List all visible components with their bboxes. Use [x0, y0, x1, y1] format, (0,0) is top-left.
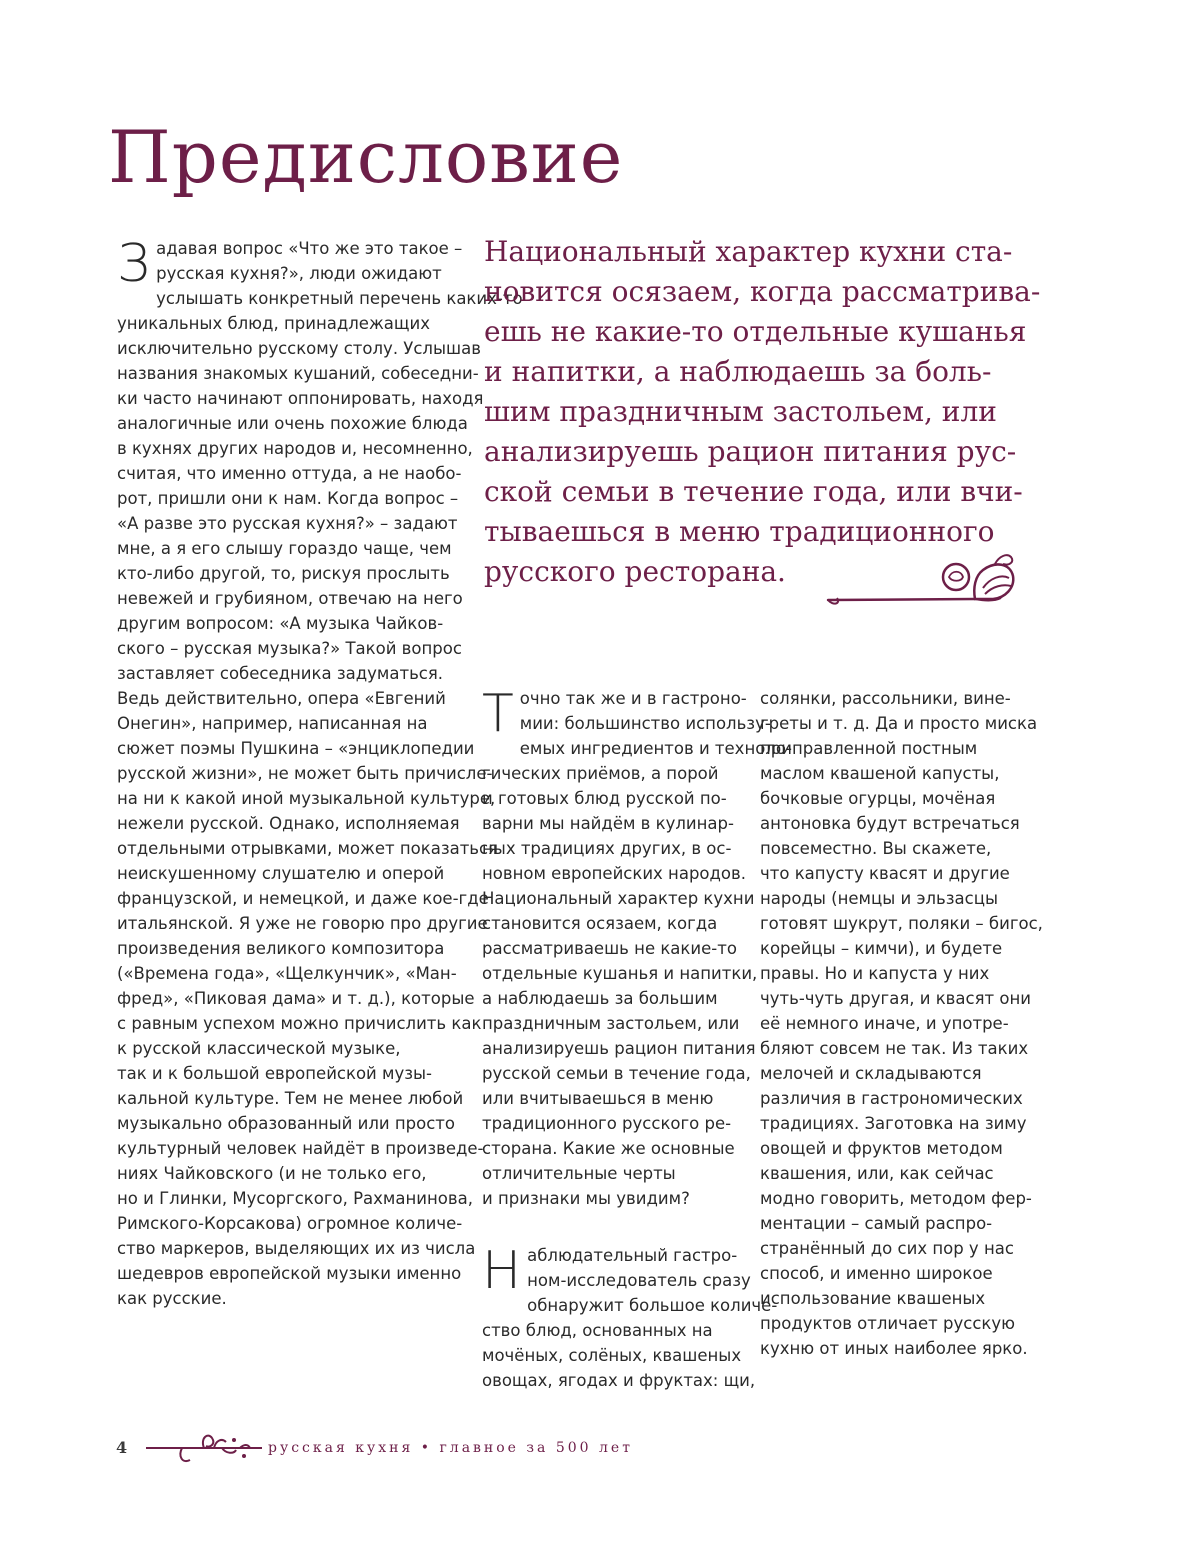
text-line: русского ресторана. — [484, 555, 786, 588]
text-line: шедевров европейской музыки именно — [117, 1264, 462, 1283]
text-line: приправленной постным — [760, 739, 978, 758]
text-line: музыкально образованный или просто — [117, 1114, 455, 1133]
column-right — [760, 686, 1043, 1361]
text-line: адавая вопрос «Что же это такое – — [156, 239, 463, 258]
text-line: Национальный характер кухни ста- — [484, 235, 1013, 268]
text-line: ского – русская музыка?» Такой вопрос — [117, 639, 462, 658]
floral-ornament-icon — [825, 548, 1025, 608]
text-line: итальянской. Я уже не говорю про другие — [117, 914, 488, 933]
text-line: традиционного русского ре- — [482, 1114, 732, 1133]
text-line: ство маркеров, выделяющих их из числа — [117, 1239, 476, 1258]
text-line: анализируешь рацион питания рус- — [484, 435, 1017, 468]
text-line: но и Глинки, Мусоргского, Рахманинова, — [117, 1189, 473, 1208]
text-line: отличительные черты — [482, 1164, 676, 1183]
text-line: готовят шукрут, поляки – бигос, — [760, 914, 1043, 933]
text-line: модно говорить, методом фер- — [760, 1189, 1032, 1208]
text-line: её немного иначе, и употре- — [760, 1014, 1009, 1033]
text-line: и готовых блюд русской по- — [482, 789, 727, 808]
text-line: русская кухня?», люди ожидают — [156, 264, 442, 283]
text-line: мочёных, солёных, квашеных — [482, 1346, 742, 1365]
text-line: варни мы найдём в кулинар- — [482, 814, 734, 833]
text-line: русской жизни», не может быть причисле- — [117, 764, 493, 783]
text-line: новном европейских народов. — [482, 864, 746, 883]
text-line: сюжет поэмы Пушкина – «энциклопедии — [117, 739, 475, 758]
text-line: отдельные кушанья и напитки, — [482, 964, 758, 983]
text-line: «А разве это русская кухня?» – задают — [117, 514, 458, 533]
text-line: антоновка будут встречаться — [760, 814, 1020, 833]
text-line: исключительно русскому столу. Услышав — [117, 339, 481, 358]
middle-paragraph-2 — [482, 1241, 778, 1393]
text-line: аналогичные или очень похожие блюда — [117, 414, 468, 433]
text-line: сторана. Какие же основные — [482, 1139, 735, 1158]
running-head: русская кухня • главное за 500 лет — [268, 1440, 633, 1456]
text-line: кухню от иных наиболее ярко. — [760, 1339, 1028, 1358]
text-line: правы. Но и капуста у них — [760, 964, 990, 983]
right-paragraph — [760, 686, 1043, 1361]
text-line: и признаки мы увидим? — [482, 1189, 690, 1208]
text-line: а наблюдаешь за большим — [482, 989, 718, 1008]
text-line: кальной культуре. Тем не менее любой — [117, 1089, 464, 1108]
text-line: греты и т. д. Да и просто миска — [760, 714, 1038, 733]
footer-flourish-icon — [144, 1426, 264, 1466]
text-line: мелочей и складываются — [760, 1064, 982, 1083]
text-line: емых ингредиентов и техноло- — [519, 739, 792, 758]
text-line: ном-исследователь сразу — [527, 1271, 751, 1290]
text-line: ки часто начинают оппонировать, находя — [117, 389, 484, 408]
text-line: рот, пришли они к нам. Когда вопрос – — [117, 489, 459, 508]
text-line: гических приёмов, а порой — [482, 764, 719, 783]
text-line: бочковые огурцы, мочёная — [760, 789, 996, 808]
text-line: фред», «Пиковая дама» и т. д.), которые — [117, 989, 475, 1008]
column-intro — [117, 234, 523, 1311]
text-line: аблюдательный гастро- — [527, 1246, 738, 1265]
text-line: рассматриваешь не какие-то — [482, 939, 737, 958]
text-line: различия в гастрономических — [760, 1089, 1023, 1108]
text-line: так и к большой европейской музы- — [117, 1064, 432, 1083]
text-line: анализируешь рацион питания — [482, 1039, 756, 1058]
text-line: ниях Чайковского (и не только его, — [117, 1164, 427, 1183]
text-line: ство блюд, основанных на — [482, 1321, 713, 1340]
page-title: Предисловие — [108, 115, 624, 199]
text-line: ешь не какие-то отдельные кушанья — [484, 315, 1027, 348]
text-line: народы (немцы и эльзасцы — [760, 889, 998, 908]
page-number: 4 — [116, 1438, 128, 1457]
drop-cap: Т — [482, 684, 514, 744]
drop-cap: З — [117, 234, 151, 294]
text-line: или вчитываешься в меню — [482, 1089, 714, 1108]
text-line: уникальных блюд, принадлежащих — [117, 314, 430, 333]
text-line: ской семьи в течение года, или вчи- — [484, 475, 1023, 508]
text-line: ментации – самый распро- — [760, 1214, 993, 1233]
text-line: странённый до сих пор у нас — [760, 1239, 1014, 1258]
text-line: праздничным застольем, или — [482, 1014, 740, 1033]
text-line: к русской классической музыке, — [117, 1039, 401, 1058]
text-line: маслом квашеной капусты, — [760, 764, 1000, 783]
text-line: с равным успехом можно причислить как — [117, 1014, 482, 1033]
text-line: продуктов отличает русскую — [760, 1314, 1016, 1333]
text-line: традициях. Заготовка на зиму — [760, 1114, 1027, 1133]
text-line: очно так же и в гастроно- — [519, 689, 747, 708]
text-line: другим вопросом: «А музыка Чайков- — [117, 614, 444, 633]
text-line: становится осязаем, когда — [482, 914, 718, 933]
text-line: обнаружит большое количе- — [527, 1296, 778, 1315]
text-line: Римского-Корсакова) огромное количе- — [117, 1214, 463, 1233]
page-footer — [116, 1434, 716, 1474]
drop-cap: Н — [482, 1241, 522, 1301]
text-line: новится осязаем, когда рассматрива- — [484, 275, 1041, 308]
column-middle — [482, 684, 792, 1393]
text-line: корейцы – кимчи), и будете — [760, 939, 1003, 958]
text-line: Ведь действительно, опера «Евгений — [117, 689, 446, 708]
text-line: использование квашеных — [760, 1289, 986, 1308]
text-line: овощей и фруктов методом — [760, 1139, 1003, 1158]
text-line: заставляет собеседника задуматься. — [117, 664, 444, 683]
text-line: что капусту квасят и другие — [760, 864, 1010, 883]
text-line: («Времена года», «Щелкунчик», «Ман- — [117, 964, 457, 983]
text-line: культурный человек найдёт в произведе- — [117, 1139, 484, 1158]
text-line: произведения великого композитора — [117, 939, 445, 958]
text-line: солянки, рассольники, вине- — [760, 689, 1011, 708]
text-line: бляют совсем не так. Из таких — [760, 1039, 1029, 1058]
text-line: ных традициях других, в ос- — [482, 839, 732, 858]
text-line: Онегин», например, написанная на — [117, 714, 428, 733]
text-line: тываешься в меню традиционного — [484, 515, 995, 548]
pull-quote — [484, 232, 1040, 592]
text-line: способ, и именно широкое — [760, 1264, 993, 1283]
text-line: мне, а я его слышу гораздо чаще, чем — [117, 539, 452, 558]
text-line: на ни к какой иной музыкальной культуре, — [117, 789, 496, 808]
text-line: Национальный характер кухни — [482, 889, 755, 908]
intro-paragraph — [117, 234, 523, 1311]
text-line: шим праздничным застольем, или — [484, 395, 997, 428]
text-line: квашения, или, как сейчас — [760, 1164, 994, 1183]
text-line: неискушенному слушателю и оперой — [117, 864, 445, 883]
text-line: как русские. — [117, 1289, 227, 1308]
text-line: названия знакомых кушаний, собеседни- — [117, 364, 479, 383]
text-line: повсеместно. Вы скажете, — [760, 839, 992, 858]
text-line: отдельными отрывками, может показаться — [117, 839, 499, 858]
text-line: кто-либо другой, то, рискуя прослыть — [117, 564, 450, 583]
text-line: русской семьи в течение года, — [482, 1064, 751, 1083]
text-line: овощах, ягодах и фруктах: щи, — [482, 1371, 756, 1390]
text-line: нежели русской. Однако, исполняемая — [117, 814, 460, 833]
text-line: услышать конкретный перечень каких-то — [156, 289, 523, 308]
text-line: чуть-чуть другая, и квасят они — [760, 989, 1031, 1008]
text-line: в кухнях других народов и, несомненно, — [117, 439, 473, 458]
text-line: французской, и немецкой, и даже кое-где — [117, 889, 489, 908]
text-line: мии: большинство использу- — [519, 714, 771, 733]
text-line: невежей и грубияном, отвечаю на него — [117, 589, 463, 608]
middle-paragraph-1 — [482, 684, 792, 1211]
text-line: считая, что именно оттуда, а не наобо- — [117, 464, 462, 483]
text-line: и напитки, а наблюдаешь за боль- — [484, 355, 992, 388]
